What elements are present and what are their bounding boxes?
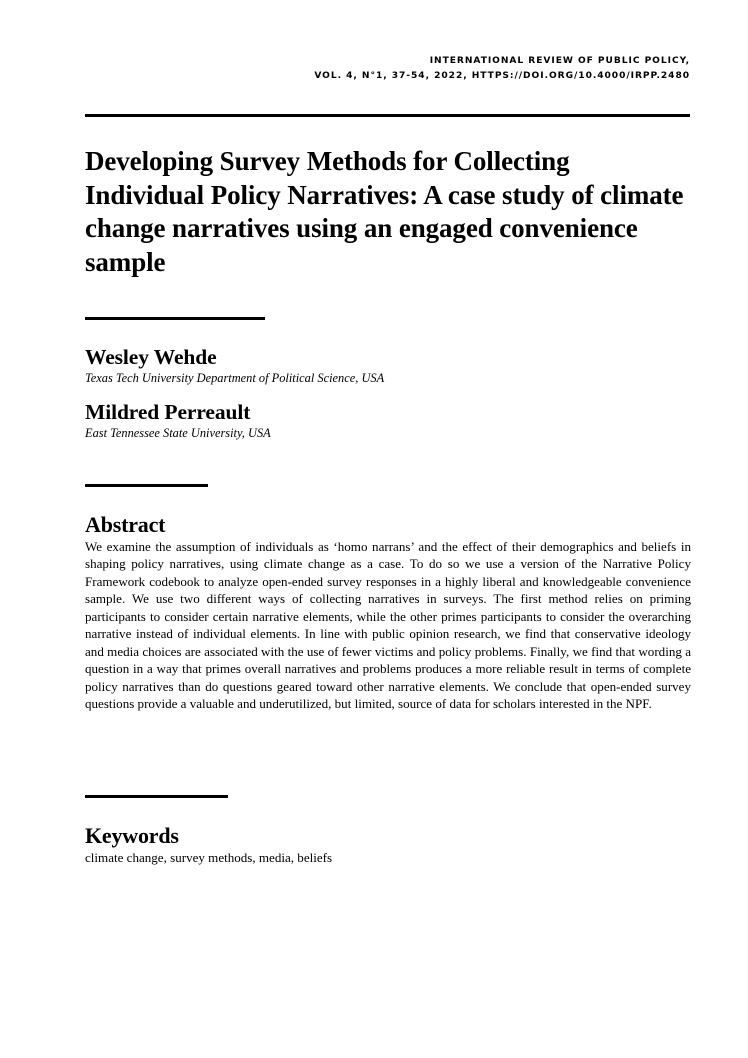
keywords-divider-rule <box>85 795 228 798</box>
keywords-text: climate change, survey methods, media, beliefs <box>85 850 333 865</box>
keywords-section <box>85 823 691 866</box>
title-divider-rule <box>85 317 265 320</box>
author-entry <box>85 400 685 441</box>
author-affiliation: East Tennessee State University, USA <box>85 426 271 440</box>
author-list <box>85 345 685 441</box>
header-divider-rule <box>85 114 690 117</box>
journal-name-line: INTERNATIONAL REVIEW OF PUBLIC POLICY, <box>429 56 690 66</box>
author-affiliation: Texas Tech University Department of Political Science, USA <box>85 371 385 385</box>
page-title: Developing Survey Methods for Collecting Individual Policy Narratives: A case study of climate change narratives using an engaged convenience sample <box>85 146 684 277</box>
author-entry <box>85 345 685 386</box>
abstract-text: We examine the assumption of individuals as ‘homo narrans’ and the effect of their demographics and beliefs in shaping policy narratives, using climate change as a case. To do so we use a version of the Narrative Policy Framework codebook to analyze open-ended survey responses in a highly liberal and knowledgeable convenience sample. We use two different ways of collecting narratives in surveys. The first method relies on priming participants to consider certain narrative elements, while the other primes participants to consider the overarching narrative instead of individual elements. In line with public opinion research, we find that conservative ideology and media choices are associated with the use of fewer victims and policy problems. Finally, we find that wording a question in a way that primes overall narratives and problems produces a more reliable result in terms of complete policy narratives than do questions geared toward other narrative elements. We conclude that open-ended survey questions provide a valuable and underutilized, but limited, source of data for scholars interested in the NPF. <box>85 539 691 712</box>
abstract-heading: Abstract <box>85 512 166 537</box>
abstract-section <box>85 512 691 713</box>
author-divider-rule <box>85 484 208 487</box>
author-name: Wesley Wehde <box>85 345 217 369</box>
journal-running-header <box>85 54 690 83</box>
keywords-heading: Keywords <box>85 823 179 848</box>
journal-citation-line: VOL. 4, N°1, 37-54, 2022, HTTPS://DOI.ORG/10.4000/IRPP.2480 <box>314 70 690 81</box>
author-name: Mildred Perreault <box>85 400 251 424</box>
